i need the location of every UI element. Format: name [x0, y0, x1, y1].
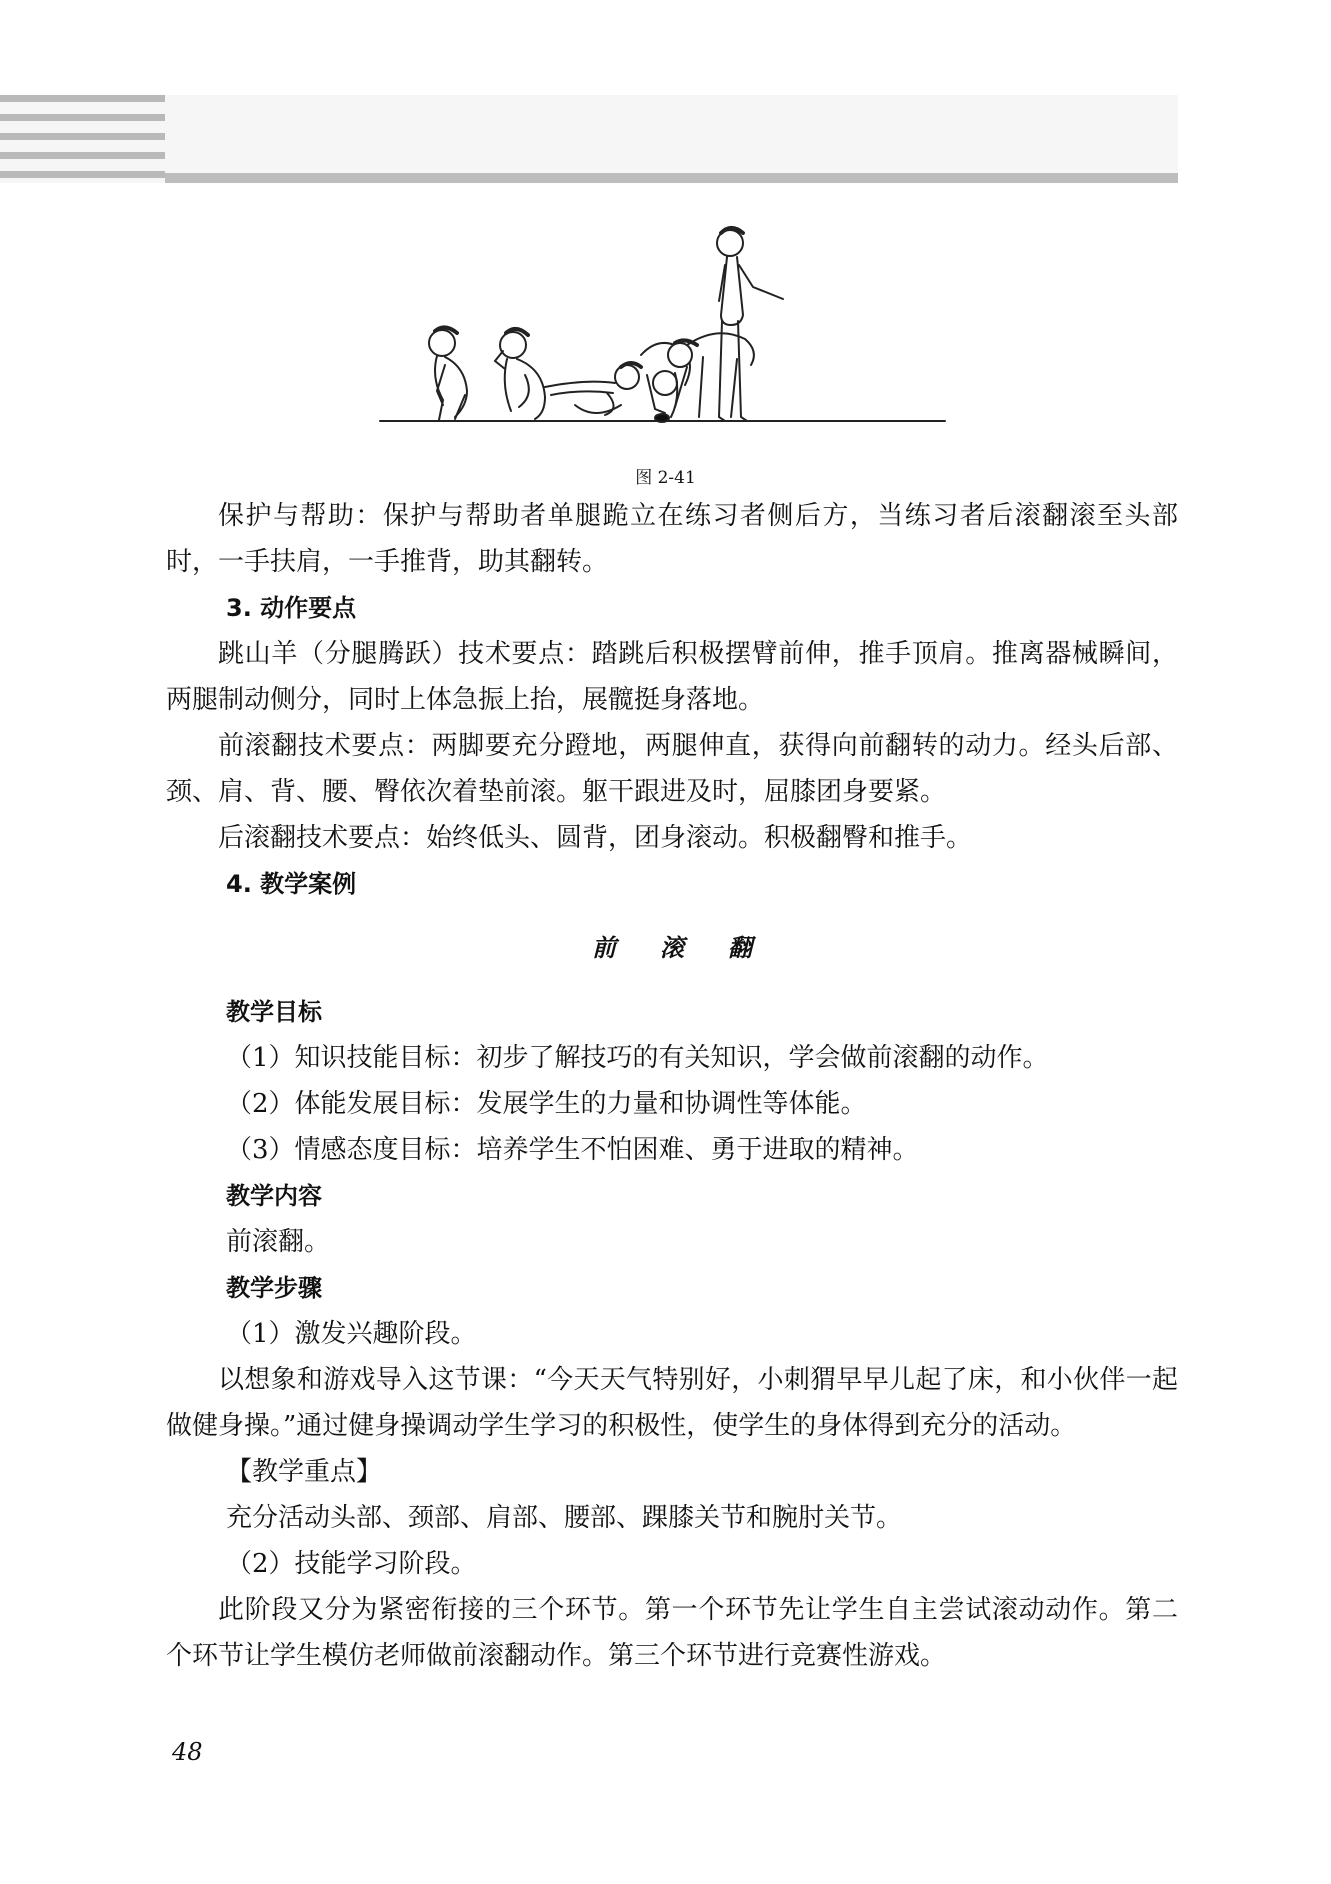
- subsection-heading: 教学步骤: [226, 1274, 322, 1302]
- figure-caption: 图 2-41: [635, 468, 696, 488]
- text-line: （3）情感态度目标：培养学生不怕困难、勇于进取的精神。: [226, 1135, 919, 1165]
- page-number: 48: [172, 1738, 203, 1766]
- header-stripe: [0, 114, 165, 121]
- header-stripe: [0, 95, 165, 102]
- text-line: （2）体能发展目标：发展学生的力量和协调性等体能。: [226, 1089, 867, 1119]
- gymnast-pose-3: [545, 363, 641, 415]
- backward-roll-illustration: [375, 225, 950, 425]
- text-line: （1）激发兴趣阶段。: [226, 1319, 477, 1349]
- paragraph: 跳山羊（分腿腾跃）技术要点：踏跳后积极摆臂前伸，推手顶肩。推离器械瞬间，两腿制动侧分，同时上体急振上抬，展髋挺身落地。: [166, 639, 1178, 715]
- subsection-heading: 教学内容: [226, 1182, 322, 1210]
- header-stripe: [0, 133, 165, 140]
- paragraph: 以想象和游戏导入这节课：“今天天气特别好，小刺猬早早儿起了床，和小伙伴一起做健身操。”通过健身操调动学生学习的积极性，使学生的身体得到充分的活动。: [166, 1365, 1178, 1441]
- paragraph: 后滚翻技术要点：始终低头、圆背，团身滚动。积极翻臀和推手。: [218, 823, 973, 853]
- text-line: 【教学重点】: [226, 1457, 383, 1487]
- text-line: （2）技能学习阶段。: [226, 1549, 477, 1579]
- body-text: [166, 493, 1178, 1679]
- header-stripe: [0, 171, 165, 178]
- paragraph: 保护与帮助：保护与帮助者单腿跪立在练习者侧后方，当练习者后滚翻滚至头部时，一手扶肩，一手推背，助其翻转。: [166, 501, 1178, 577]
- text-line: （1）知识技能目标：初步了解技巧的有关知识，学会做前滚翻的动作。: [226, 1043, 1049, 1073]
- section-heading: 4. 教学案例: [226, 870, 357, 898]
- header-band: [0, 95, 1178, 183]
- gymnast-pose-2: [495, 329, 545, 419]
- text-line: 充分活动头部、颈部、肩部、腰部、踝膝关节和腕肘关节。: [226, 1503, 903, 1533]
- text-line: 前滚翻。: [226, 1227, 331, 1257]
- header-rule: [165, 173, 1178, 183]
- subsection-heading: 教学目标: [226, 998, 322, 1026]
- case-title: 前滚翻: [592, 933, 796, 962]
- section-heading: 3. 动作要点: [226, 594, 357, 622]
- gymnast-pose-6: [717, 228, 783, 421]
- header-stripe: [0, 152, 165, 159]
- paragraph: 前滚翻技术要点：两脚要充分蹬地，两腿伸直，获得向前翻转的动力。经头后部、颈、肩、背、腰、臀依次着垫前滚。躯干跟进及时，屈膝团身要紧。: [166, 731, 1178, 807]
- gymnast-pose-1: [429, 327, 467, 420]
- paragraph: 此阶段又分为紧密衔接的三个环节。第一个环节先让学生自主尝试滚动动作。第二个环节让学生模仿老师做前滚翻动作。第三个环节进行竞赛性游戏。: [166, 1595, 1178, 1671]
